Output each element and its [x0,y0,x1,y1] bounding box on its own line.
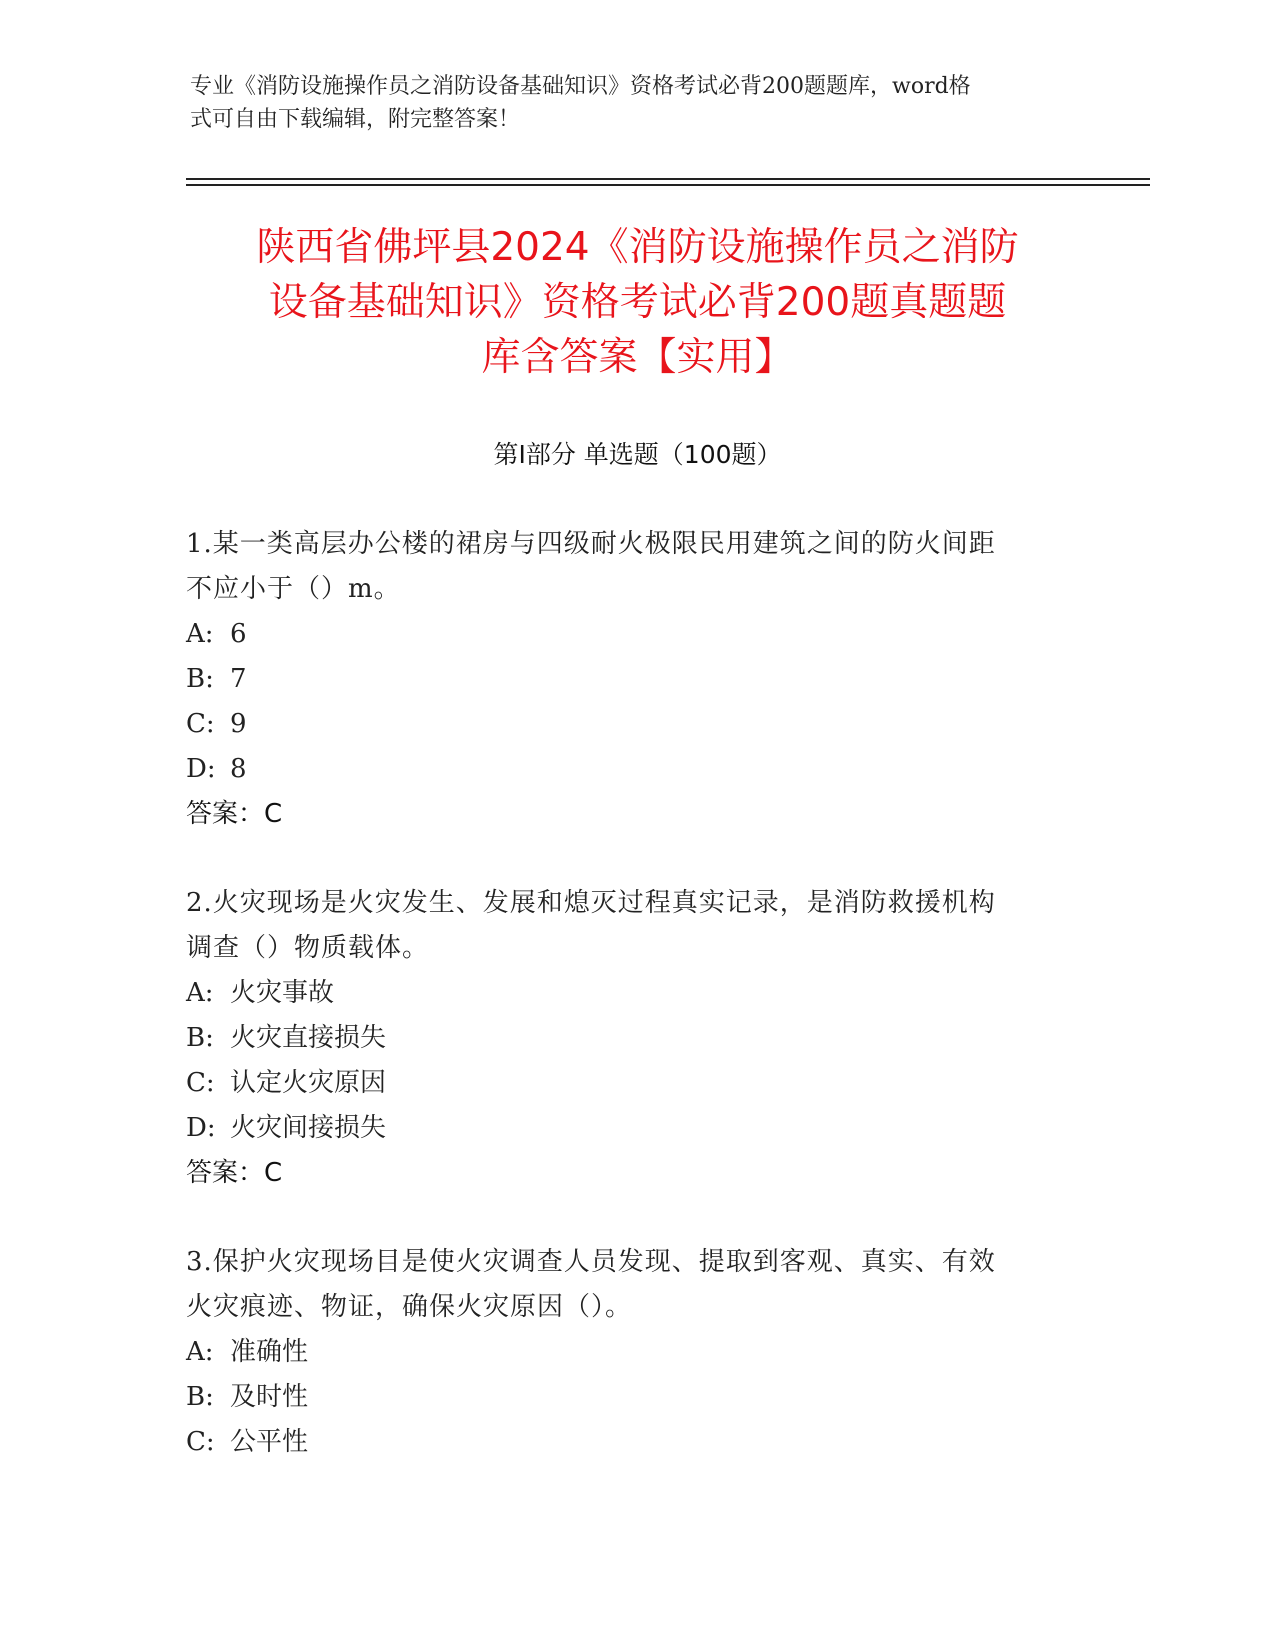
section-heading: 第Ⅰ部分 单选题（100题） [493,440,782,469]
option-b [186,1016,1086,1061]
option-c [186,702,1086,747]
option-b [186,1375,1086,1420]
title-line-3: 库含答案【实用】 [481,335,794,380]
option-c [186,1420,1086,1465]
option-text: 及时性 [230,1382,309,1412]
question-stem-line-1: 1.某一类高层办公楼的裙房与四级耐火极限民用建筑之间的防火间距 [186,529,996,559]
intro-line-2: 式可自由下载编辑，附完整答案！ [190,107,521,132]
intro-text [190,70,1090,136]
option-a [186,612,1086,657]
option-text: 火灾事故 [230,978,335,1008]
option-d [186,1106,1086,1151]
option-d [186,747,1086,792]
answer-text: 答案：C [186,799,283,829]
question-stem-line-1: 2.火灾现场是火灾发生、发展和熄灭过程真实记录，是消防救援机构 [186,888,996,918]
option-text: 8 [230,754,247,784]
document-title [150,220,1125,385]
option-text: 9 [230,709,247,739]
option-letter: A: [186,1337,214,1367]
option-b [186,657,1086,702]
option-letter: A: [186,619,214,649]
option-letter: B: [186,664,214,694]
question-stem-line-2: 不应小于（）m。 [186,574,401,604]
question-stem-line-2: 调查（）物质载体。 [186,933,430,963]
question-stem-line-2: 火灾痕迹、物证，确保火灾原因（）。 [186,1292,633,1322]
option-text: 公平性 [230,1427,309,1457]
header-divider-top [186,178,1150,180]
option-text: 认定火灾原因 [230,1068,387,1098]
option-letter: D: [186,1113,216,1143]
option-text: 火灾间接损失 [230,1113,387,1143]
option-letter: C: [186,1068,215,1098]
option-letter: C: [186,1427,215,1457]
header-divider-bottom [186,184,1150,186]
option-text: 准确性 [230,1337,309,1367]
option-letter: B: [186,1023,214,1053]
title-line-1: 陕西省佛坪县2024《消防设施操作员之消防 [256,225,1019,270]
option-letter: D: [186,754,216,784]
option-a [186,1330,1086,1375]
question-2 [186,881,1086,1196]
option-text: 7 [230,664,247,694]
question-list [186,522,1086,1509]
option-letter: B: [186,1382,214,1412]
question-1 [186,522,1086,837]
option-a [186,971,1086,1016]
question-stem-line-1: 3.保护火灾现场目是使火灾调查人员发现、提取到客观、真实、有效 [186,1247,996,1277]
option-text: 火灾直接损失 [230,1023,387,1053]
option-c [186,1061,1086,1106]
question-3 [186,1240,1086,1465]
title-line-2: 设备基础知识》资格考试必背200题真题题 [268,280,1007,325]
intro-line-1: 专业《消防设施操作员之消防设备基础知识》资格考试必背200题题库，word格 [190,74,971,99]
answer-text: 答案：C [186,1158,283,1188]
option-letter: A: [186,978,214,1008]
option-letter: C: [186,709,215,739]
option-text: 6 [230,619,247,649]
